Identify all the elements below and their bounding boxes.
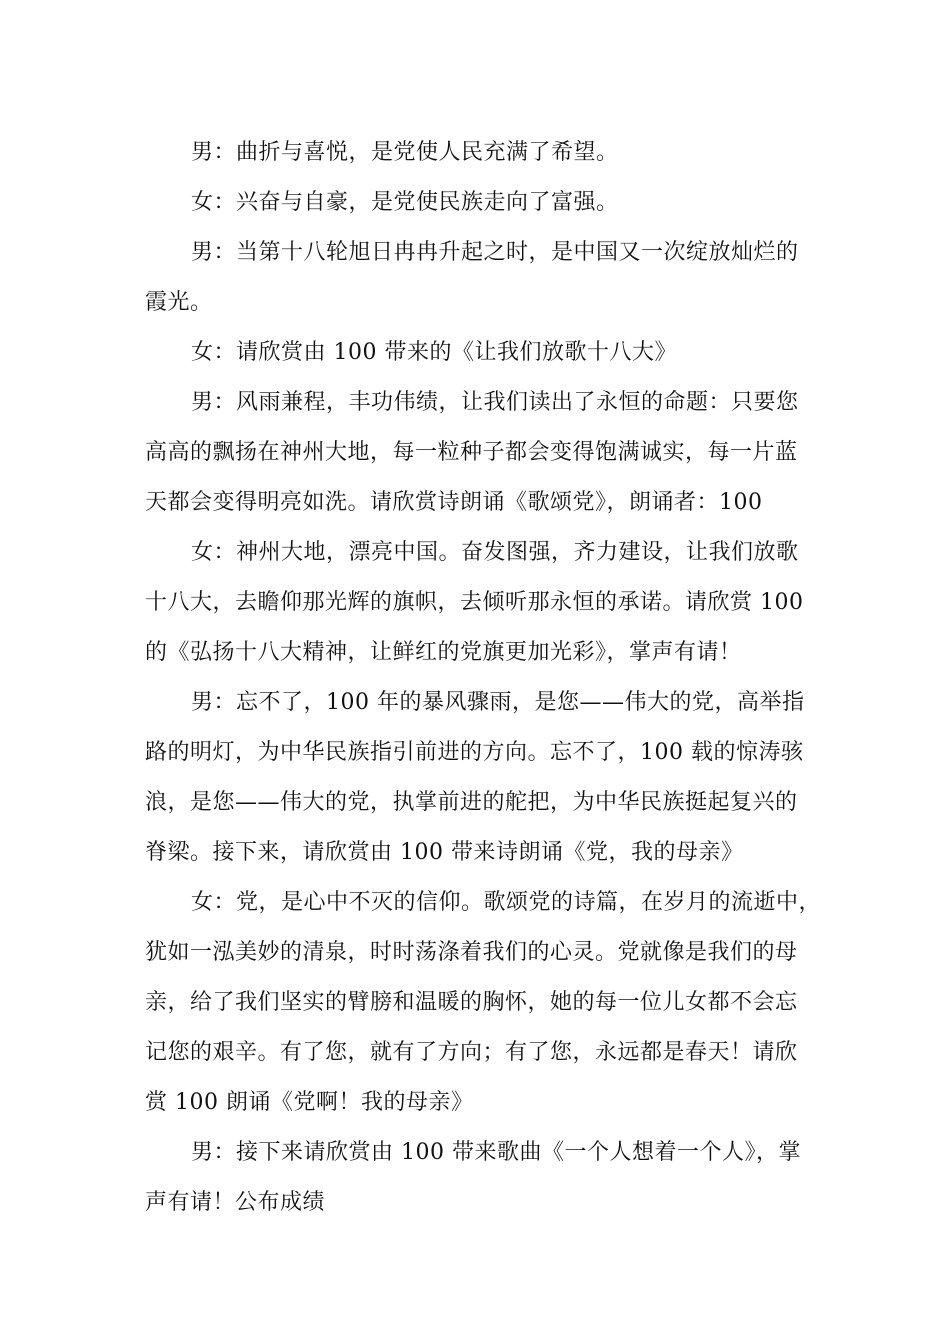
- paragraph: [145, 128, 825, 178]
- text-line: 男：风雨兼程，丰功伟绩，让我们读出了永恒的命题：只要您: [191, 390, 799, 415]
- text-line: 赏 100 朗诵《党啊！我的母亲》: [145, 1090, 474, 1115]
- text-line: 声有请！公布成绩: [145, 1190, 326, 1215]
- text-line: 男：当第十八轮旭日冉冉升起之时，是中国又一次绽放灿烂的: [191, 240, 799, 265]
- text-line: 男：忘不了，100 年的暴风骤雨，是您——伟大的党，高举指: [191, 690, 805, 715]
- paragraph: [145, 178, 825, 228]
- paragraph: [145, 678, 825, 878]
- text-line: 女：请欣赏由 100 带来的《让我们放歌十八大》: [191, 340, 677, 365]
- text-line: 亲，给了我们坚实的臂膀和温暖的胸怀，她的每一位儿女都不会忘: [145, 990, 798, 1015]
- paragraph: [145, 378, 825, 528]
- text-line: 男：曲折与喜悦，是党使人民充满了希望。: [191, 140, 619, 165]
- text-line: 记您的艰辛。有了您，就有了方向；有了您，永远都是春天！请欣: [145, 1040, 798, 1065]
- text-line: 天都会变得明亮如洗。请欣赏诗朗诵《歌颂党》，朗诵者：100: [145, 490, 763, 515]
- text-line: 男：接下来请欣赏由 100 带来歌曲《一个人想着一个人》，掌: [191, 1140, 801, 1165]
- paragraph: [145, 328, 825, 378]
- document-body: [145, 128, 825, 1228]
- paragraph: [145, 1128, 825, 1228]
- text-line: 路的明灯，为中华民族指引前进的方向。忘不了，100 载的惊涛骇: [145, 740, 804, 765]
- text-line: 女：党，是心中不灭的信仰。歌颂党的诗篇，在岁月的流逝中，: [191, 890, 822, 915]
- text-line: 浪，是您——伟大的党，执掌前进的舵把，为中华民族挺起复兴的: [145, 790, 798, 815]
- text-line: 的《弘扬十八大精神，让鲜红的党旗更加光彩》，掌声有请！: [145, 640, 742, 665]
- paragraph: [145, 878, 825, 1128]
- text-line: 女：兴奋与自豪，是党使民族走向了富强。: [191, 190, 619, 215]
- text-line: 高高的飘扬在神州大地，每一粒种子都会变得饱满诚实，每一片蓝: [145, 440, 798, 465]
- text-line: 女：神州大地，漂亮中国。奋发图强，齐力建设，让我们放歌: [191, 540, 799, 565]
- text-line: 脊梁。接下来，请欣赏由 100 带来诗朗诵《党，我的母亲》: [145, 840, 744, 865]
- text-line: 十八大，去瞻仰那光辉的旗帜，去倾听那永恒的承诺。请欣赏 100: [145, 590, 804, 615]
- text-line: 霞光。: [145, 290, 213, 315]
- paragraph: [145, 228, 825, 328]
- text-line: 犹如一泓美妙的清泉，时时荡涤着我们的心灵。党就像是我们的母: [145, 940, 798, 965]
- paragraph: [145, 528, 825, 678]
